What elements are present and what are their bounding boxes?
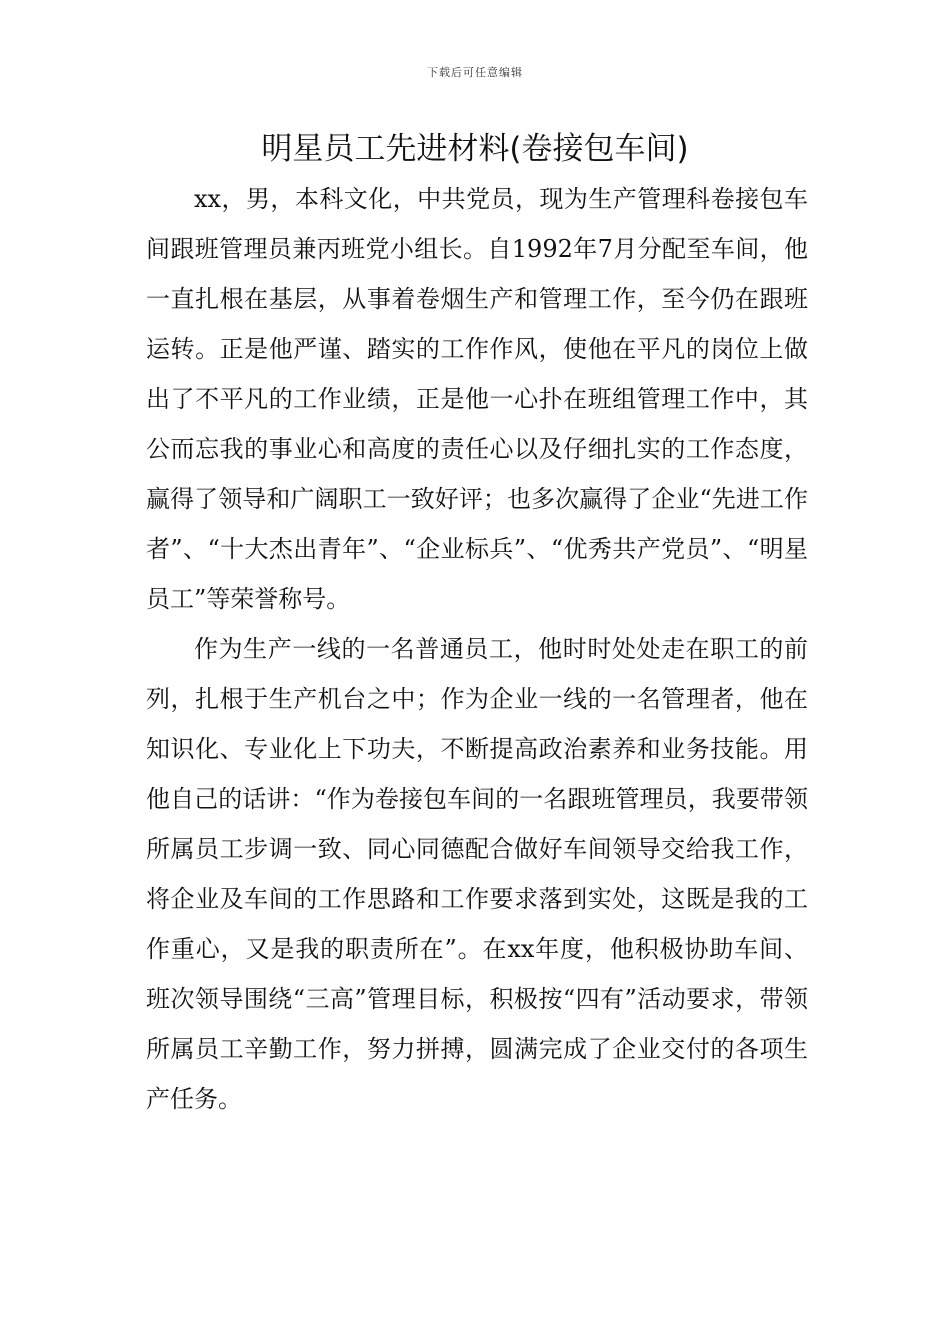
paragraph-1: xx，男，本科文化，中共党员，现为生产管理科卷接包车间跟班管理员兼丙班党小组长。自1992年7月分配至车间，他一直扎根在基层，从事着卷烟生产和管理工作，至今仍在跟班运转。正是他严谨、踏实的工作作风，使他在平凡的岗位上做出了不平凡的工作业绩，正是他一心扑在班组管理工作中，其公而忘我的事业心和高度的责任心以及仔细扎实的工作态度，赢得了领导和广阔职工一致好评；也多次赢得了企业“先进工作者”、“十大杰出青年”、“企业标兵”、“优秀共产党员”、“明星员工”等荣誉称号。 — [146, 185, 808, 613]
header-note: 下载后可任意编辑 — [427, 66, 523, 79]
document-body — [146, 174, 808, 1124]
document-title: 明星员工先进材料(卷接包车间) — [261, 131, 689, 167]
paragraph-2: 作为生产一线的一名普通员工，他时时处处走在职工的前列，扎根于生产机台之中；作为企业一线的一名管理者，他在知识化、专业化上下功夫，不断提高政治素养和业务技能。用他自己的话讲：“作为卷接包车间的一名跟班管理员，我要带领所属员工步调一致、同心同德配合做好车间领导交给我工作，将企业及车间的工作思路和工作要求落到实处，这既是我的工作重心，又是我的职责所在”。在xx年度，他积极协助车间、班次领导围绕“三高”管理目标，积极按“四有”活动要求，带领所属员工辛勤工作，努力拼搏，圆满完成了企业交付的各项生产任务。 — [146, 635, 808, 1113]
